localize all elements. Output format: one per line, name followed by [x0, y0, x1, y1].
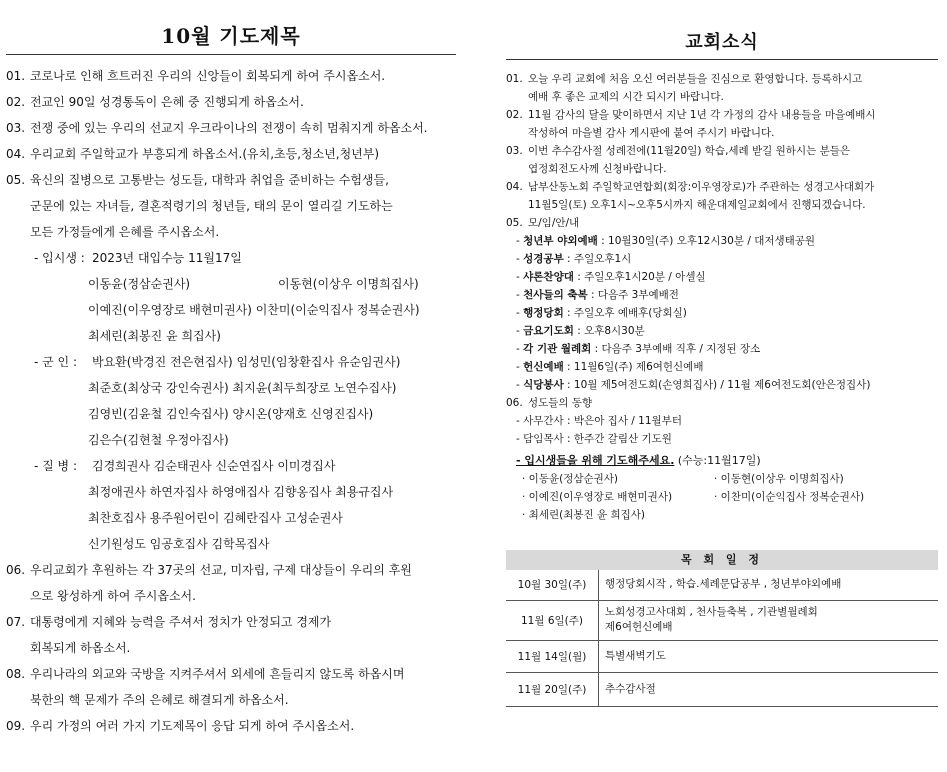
schedule-event: 노회성경고사대회 , 천사들축복 , 기관별월례회 제6여헌신예배	[599, 600, 939, 640]
prayer-item-cont: 으로 왕성하게 하여 주시옵소서.	[30, 589, 196, 603]
member-item: - 사무간사 : 박은아 집사 / 11월부터	[516, 415, 682, 427]
member-item: - 담임목사 : 한주간 갈림산 기도원	[516, 433, 672, 445]
exam-row: 이동윤(정삼순권사) 이동현(이상우 이명희집사)	[88, 277, 419, 291]
news-item-cont: 예배 후 좋은 교제의 시간 되시기 바랍니다.	[528, 91, 724, 103]
schedule-date: 11월 20일(주)	[506, 672, 599, 706]
army-row: 김은수(김현철 우정아집사)	[88, 433, 229, 447]
schedule-row	[506, 600, 938, 640]
meeting-item: - 성경공부 : 주일오후1시	[516, 253, 632, 265]
news-item-cont: 작성하여 마을별 감사 게시판에 붙여 주시기 바랍니다.	[528, 127, 775, 139]
prayer-title: 10월 기도제목	[161, 24, 301, 48]
meeting-item: - 식당봉사 : 10월 제5여전도회(손영희집사) / 11월 제6여전도회(안은정집사)	[516, 379, 871, 391]
news-list	[506, 70, 938, 524]
news-title-rule	[506, 59, 938, 60]
schedule-date: 11월 14일(월)	[506, 640, 599, 672]
meeting-item: - 각 기관 월례회 : 다음주 3부예배 직후 / 지정된 장소	[516, 343, 761, 355]
news-item-cont: 11월5일(토) 오후1시~오후5시까지 해운대제일교회에서 진행되겠습니다.	[528, 199, 866, 211]
exam-prayer-header: - 입시생들을 위해 기도해주세요. (수능:11월17일)	[516, 454, 761, 467]
prayer-item: 09. 우리 가정의 여러 가지 기도제목이 응답 되게 하여 주시옵소서.	[6, 719, 355, 733]
army-row: 김영빈(김윤철 김인숙집사) 양시온(양재호 신영진집사)	[88, 407, 374, 421]
sick-row: - 질 병 : 김경희권사 김순태권사 신순연집사 이미경집사	[34, 459, 336, 473]
schedule-event: 행정당회시작 , 학습.세례문답공부 , 청년부야외예배	[599, 570, 939, 600]
sick-row: 신기원성도 임공호집사 김학목집사	[88, 537, 270, 551]
prayer-item: 04. 우리교회 주일학교가 부흥되게 하옵소서.(유치,초등,청소년,청년부)	[6, 147, 380, 161]
army-row: - 군 인 : 박요환(박경진 전은현집사) 임성민(임창환집사 유순임권사)	[34, 355, 401, 369]
exam-row: 최세린(최봉진 윤 희집사)	[88, 329, 221, 343]
prayer-section	[6, 0, 456, 739]
prayer-item: 07. 대통령에게 지혜와 능력을 주셔서 정치가 안정되고 경제가	[6, 615, 332, 629]
news-item: 01. 오늘 우리 교회에 처음 오신 여러분들을 진심으로 환영합니다. 등록하시고	[506, 73, 863, 85]
prayer-item-cont: 군문에 있는 자녀들, 결혼적령기의 청년들, 태의 문이 열리길 기도하는	[30, 199, 393, 213]
exam-header: - 입시생 : 2023년 대입수능 11월17일	[34, 251, 242, 265]
prayer-item: 03. 전쟁 중에 있는 우리의 선교지 우크라이나의 전쟁이 속히 멈춰지게 하옵소서.	[6, 121, 428, 135]
news-item: 02. 11월 감사의 달을 맞이하면서 지난 1년 각 가정의 감사 내용들을 마을예배시	[506, 109, 876, 121]
schedule-row	[506, 570, 938, 600]
news-item: 04. 남부산동노회 주일학교연합회(회장:이우영장로)가 주관하는 성경고사대회가	[506, 181, 875, 193]
prayer-title-rule	[6, 54, 456, 55]
prayer-item: 02. 전교인 90일 성경통독이 은혜 중 진행되게 하옵소서.	[6, 95, 304, 109]
sick-row: 최정애권사 하연자집사 하영애집사 김향옹집사 최용규집사	[88, 485, 394, 499]
news-item: 03. 이번 추수감사절 성례전에(11월20일) 학습,세례 받길 원하시는 분들은	[506, 145, 850, 157]
schedule-date: 10월 30일(주)	[506, 570, 599, 600]
schedule-row	[506, 640, 938, 672]
meeting-item: - 헌신예배 : 11월6일(주) 제6여헌신예배	[516, 361, 704, 373]
exam-row: 이예진(이우영장로 배현미권사) 이찬미(이순익집사 정복순권사)	[88, 303, 420, 317]
exam-prayer-row: · 최세린(최봉진 윤 희집사)	[522, 509, 645, 521]
prayer-item: 08. 우리나라의 외교와 국방을 지켜주셔서 외세에 흔들리지 않도록 하옵시며	[6, 667, 405, 681]
army-row: 최준호(최상국 강인숙권사) 최지윤(최두희장로 노연수집사)	[88, 381, 397, 395]
exam-prayer-row: · 이동윤(정삼순권사) · 이동현(이상우 이명희집사)	[522, 473, 844, 485]
schedule-row	[506, 672, 938, 706]
schedule-event: 특별새벽기도	[599, 640, 939, 672]
meeting-item: - 샤론찬양대 : 주일오후1시20분 / 아셀실	[516, 271, 706, 283]
prayer-item-cont: 모든 가정들에게 은혜를 주시옵소서.	[30, 225, 220, 239]
meeting-item: - 청년부 야외예배 : 10월30일(주) 오후12시30분 / 대저생태공원	[516, 235, 816, 247]
sick-row: 최찬호집사 용주원어린이 김혜란집사 고성순권사	[88, 511, 343, 525]
news-title: 교회소식	[685, 32, 759, 53]
prayer-item: 01. 코로나로 인해 흐트러진 우리의 신앙들이 회복되게 하여 주시옵소서.	[6, 69, 386, 83]
prayer-list	[6, 63, 456, 739]
prayer-item: 06. 우리교회가 후원하는 각 37곳의 선교, 미자립, 구제 대상들이 우리의 후원	[6, 563, 412, 577]
schedule-date: 11월 6일(주)	[506, 600, 599, 640]
meeting-item: - 금요기도회 : 오후8시30분	[516, 325, 645, 337]
meetings-header: 05. 모/임/안/내	[506, 217, 580, 229]
members-header: 06. 성도들의 동향	[506, 397, 593, 409]
schedule-event: 추수감사절	[599, 672, 939, 706]
news-section	[506, 0, 938, 707]
schedule-table	[506, 570, 938, 707]
meeting-item: - 천사들의 축복 : 다음주 3부예배전	[516, 289, 679, 301]
news-item-cont: 엽정회전도사께 신청바랍니다.	[528, 163, 667, 175]
exam-prayer-row: · 이예진(이우영장로 배현미권사) · 이찬미(이순익집사 정복순권사)	[522, 491, 865, 503]
prayer-item-cont: 회복되게 하옵소서.	[30, 641, 131, 655]
schedule-title: 목 회 일 정	[506, 550, 938, 570]
prayer-item-cont: 북한의 핵 문제가 주의 은혜로 해결되게 하옵소서.	[30, 693, 289, 707]
meeting-item: - 행정당회 : 주일오후 예배후(당회실)	[516, 307, 687, 319]
prayer-item: 05. 육신의 질병으로 고통받는 성도들, 대학과 취업을 준비하는 수험생들,	[6, 173, 389, 187]
